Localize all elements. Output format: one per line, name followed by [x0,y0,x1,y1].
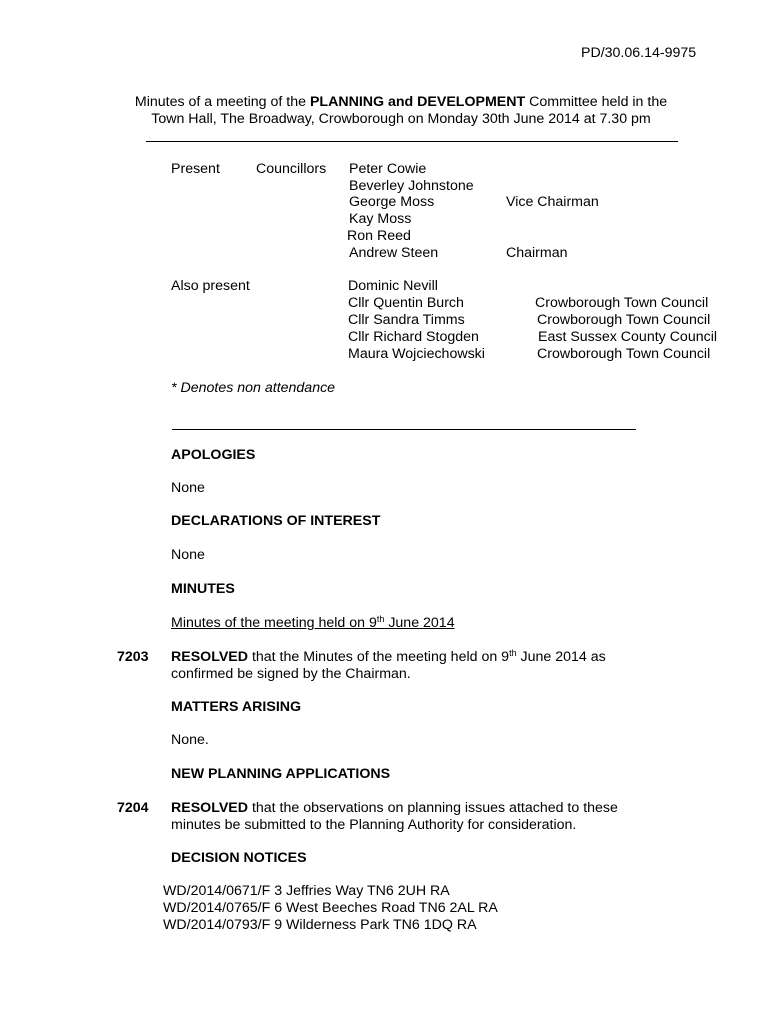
attendee-org: Crowborough Town Council [537,346,711,362]
decision-item: WD/2014/0765/F 6 West Beeches Road TN6 2AL RA [163,900,498,916]
minutes-resolution-sup: th [509,648,517,658]
section-title-decisions: DECISION NOTICES [171,850,307,866]
attendee-org: Crowborough Town Council [535,295,709,311]
also-present-label: Also present [171,278,250,294]
attendee-name: Cllr Richard Stogden [348,329,479,345]
document-reference: PD/30.06.14-9975 [581,45,697,61]
minutes-subheading [171,615,455,632]
attendee-name: Cllr Sandra Timms [348,312,465,328]
attendee-name: Dominic Nevill [348,278,438,294]
section-rule [172,429,636,430]
meeting-heading-line2: Town Hall, The Broadway, Crowborough on Monday 30th June 2014 at 7.30 pm [151,111,651,127]
committee-name: PLANNING and DEVELOPMENT [309,94,526,110]
item-number-7204: 7204 [117,800,149,816]
councillor-name: Ron Reed [347,228,411,244]
section-title-new-applications: NEW PLANNING APPLICATIONS [171,766,391,782]
attendance-note-text: * Denotes non attendance [171,380,336,396]
applications-resolution-line1 [171,800,618,817]
decision-item: WD/2014/0793/F 9 Wilderness Park TN6 1DQ RA [163,917,477,933]
minutes-resolution-pre: that the Minutes of the meeting held on 9 [248,649,510,665]
heading-post: Committee held in the [525,94,668,110]
section-title-declarations: DECLARATIONS OF INTEREST [171,513,381,529]
minutes-subheading-post: June 2014 [384,615,455,631]
councillor-name: Kay Moss [349,211,412,227]
councillors-label: Councillors [256,161,327,177]
minutes-resolution-post: June 2014 as [516,649,606,665]
meeting-heading-line1 [0,94,770,111]
attendee-org: Crowborough Town Council [537,312,711,328]
councillor-role: Vice Chairman [506,194,599,210]
councillor-name: Peter Cowie [349,161,427,177]
councillor-name: Andrew Steen [349,245,439,261]
attendee-name: Maura Wojciechowski [348,346,485,362]
attendee-name: Cllr Quentin Burch [348,295,464,311]
attendance-note [171,380,335,397]
applications-resolution-line2: minutes be submitted to the Planning Authority for consideration. [171,817,577,833]
councillor-name: George Moss [349,194,435,210]
item-number-7203: 7203 [117,649,149,665]
present-label: Present [171,161,220,177]
declarations-body: None [171,547,205,563]
minutes-resolution-line2: confirmed be signed by the Chairman. [171,666,411,682]
resolved-label: RESOLVED [171,649,248,665]
applications-resolution-text: that the observations on planning issues attached to these [248,800,618,816]
resolved-label: RESOLVED [171,800,248,816]
section-title-apologies: APOLOGIES [171,447,256,463]
minutes-subheading-pre: Minutes of the meeting held on 9 [171,615,377,631]
heading-pre: Minutes of a meeting of the [134,94,310,110]
heading-rule [146,141,678,142]
councillor-role: Chairman [506,245,568,261]
decision-item: WD/2014/0671/F 3 Jeffries Way TN6 2UH RA [163,883,450,899]
matters-body: None. [171,732,209,748]
section-title-minutes: MINUTES [171,581,235,597]
section-title-matters: MATTERS ARISING [171,699,302,715]
councillor-name: Beverley Johnstone [349,178,474,194]
minutes-resolution-line1 [171,649,606,666]
attendee-org: East Sussex County Council [538,329,718,345]
apologies-body: None [171,480,205,496]
minutes-subheading-sup: th [376,614,385,624]
